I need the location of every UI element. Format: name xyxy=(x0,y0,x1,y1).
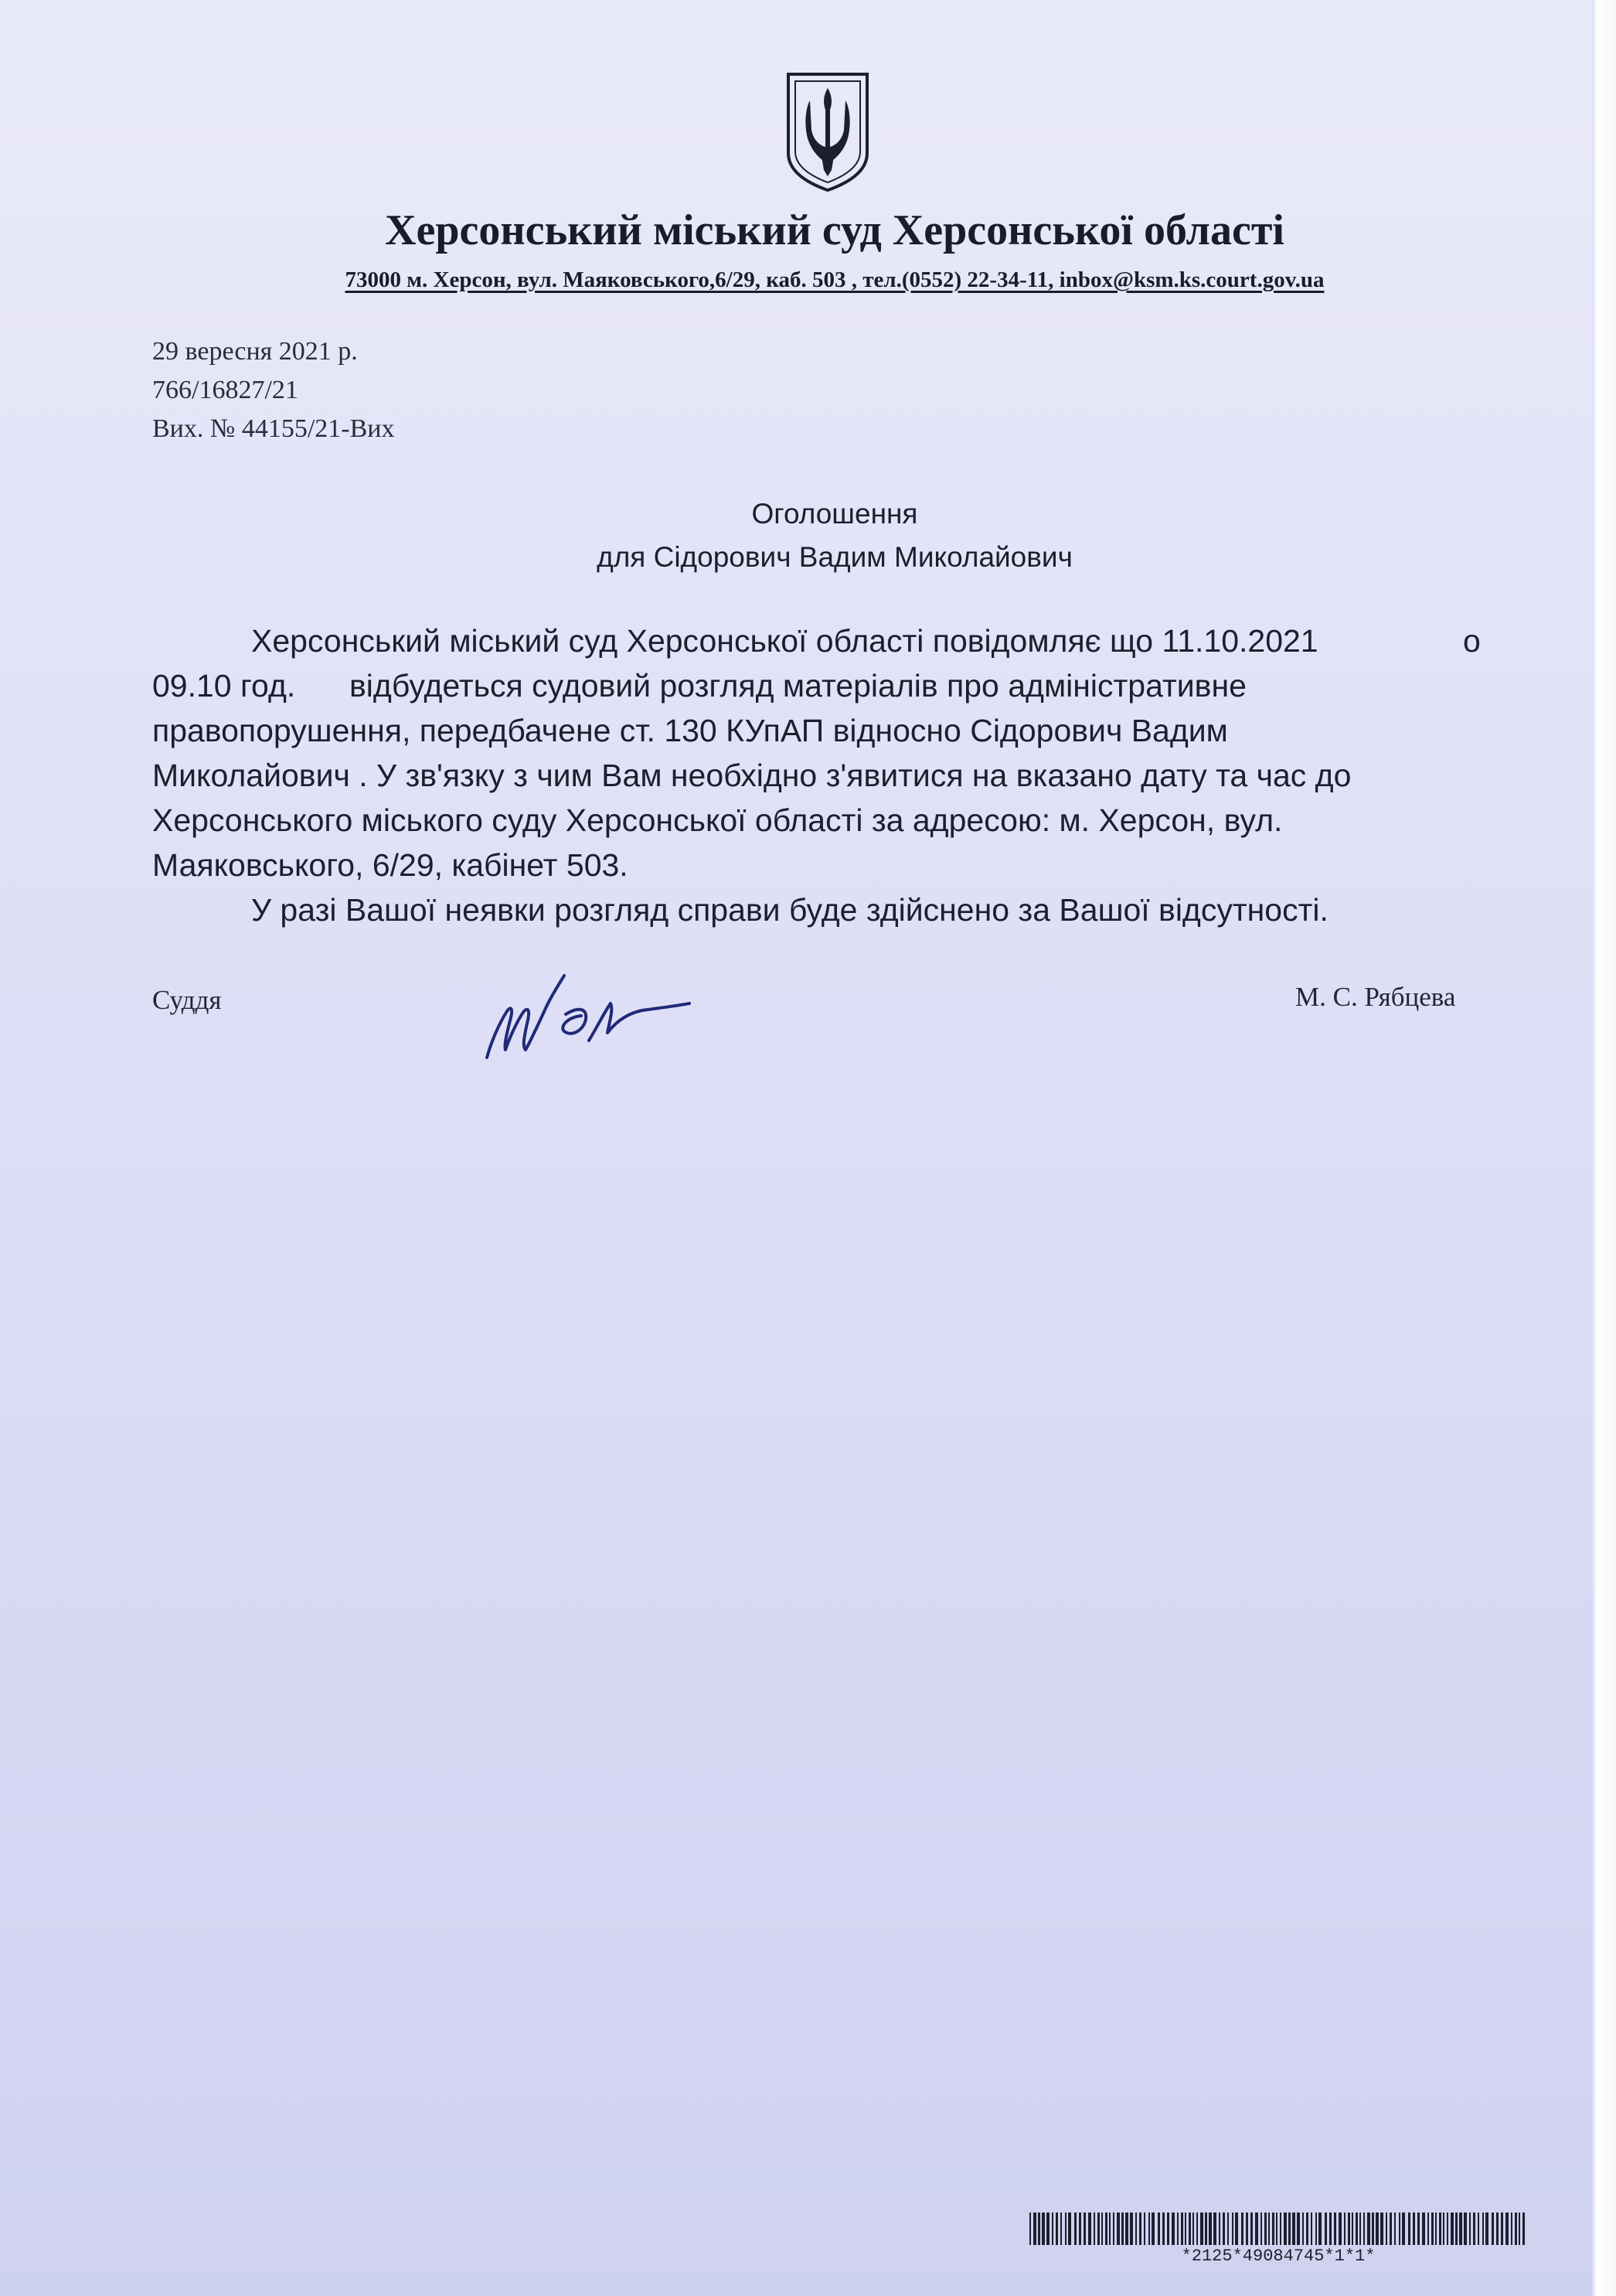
body-line: 09.10 год. xyxy=(152,668,296,703)
barcode-bar xyxy=(1219,2213,1220,2245)
barcode-bar xyxy=(1482,2213,1484,2245)
coat-of-arms-icon xyxy=(782,70,873,193)
barcode-bar xyxy=(1227,2213,1229,2245)
barcode-bar xyxy=(1139,2213,1141,2245)
barcode-bar xyxy=(1284,2213,1287,2245)
barcode-bar xyxy=(1422,2213,1425,2245)
barcode-bar xyxy=(1380,2213,1383,2245)
court-name: Херсонський міський суд Херсонської області xyxy=(385,206,1284,254)
barcode-bar xyxy=(1158,2213,1160,2245)
barcode-bar xyxy=(1402,2213,1405,2245)
barcode-bar xyxy=(1260,2213,1262,2245)
barcode-bar xyxy=(1068,2213,1071,2245)
barcode-bar xyxy=(1241,2213,1243,2245)
barcode-bar xyxy=(1125,2213,1128,2245)
barcode-bar xyxy=(1447,2213,1448,2245)
notice-title: Оголошення xyxy=(751,498,918,530)
barcode-bar xyxy=(1196,2213,1198,2245)
body-line: правопорушення, передбачене ст. 130 КУпАП відносно Сідорович Вадим xyxy=(152,713,1228,748)
barcode-bar xyxy=(1121,2213,1124,2245)
barcode-bar xyxy=(1464,2213,1467,2245)
barcode-bar xyxy=(1515,2213,1517,2245)
barcode-bar xyxy=(1363,2213,1365,2245)
outgoing-number: Вих. № 44155/21-Вих xyxy=(152,414,395,443)
handwritten-signature xyxy=(473,966,705,1067)
barcode-bar xyxy=(1079,2213,1081,2245)
barcode-bar xyxy=(1455,2213,1458,2245)
barcode xyxy=(1028,2213,1529,2245)
body-line: У разі Вашої неявки розгляд справи буде здійснено за Вашої відсутності. xyxy=(251,892,1329,928)
barcode-bar xyxy=(1435,2213,1437,2245)
barcode-bar xyxy=(1152,2213,1155,2245)
body-line: відбудеться судовий розгляд матеріалів про адміністративне xyxy=(349,668,1247,703)
barcode-bar xyxy=(1189,2213,1191,2245)
barcode-bar xyxy=(1339,2213,1342,2245)
barcode-bar xyxy=(1511,2213,1512,2245)
barcode-bar xyxy=(1097,2213,1100,2245)
judge-role-label: Суддя xyxy=(152,985,222,1015)
barcode-bar xyxy=(1478,2213,1479,2245)
body-line: Херсонського міського суду Херсонської області за адресою: м. Херсон, вул. xyxy=(152,802,1283,838)
barcode-bar xyxy=(1060,2213,1062,2245)
barcode-bar xyxy=(1084,2213,1086,2245)
barcode-bar xyxy=(1399,2213,1400,2245)
barcode-bar xyxy=(1372,2213,1374,2245)
barcode-bar xyxy=(1264,2213,1267,2245)
barcode-bar xyxy=(1094,2213,1095,2245)
barcode-bar xyxy=(1485,2213,1488,2245)
barcode-bar xyxy=(1162,2213,1165,2245)
barcode-bar xyxy=(1292,2213,1295,2245)
barcode-bar xyxy=(1200,2213,1203,2245)
barcode-bar xyxy=(1390,2213,1392,2245)
barcode-bar xyxy=(1386,2213,1387,2245)
barcode-bar xyxy=(1232,2213,1233,2245)
barcode-bar xyxy=(1181,2213,1183,2245)
barcode-bar xyxy=(1113,2213,1114,2245)
barcode-bar xyxy=(1268,2213,1270,2245)
page-edge xyxy=(1592,0,1616,2296)
barcode-bar xyxy=(1311,2213,1312,2245)
barcode-bar xyxy=(1280,2213,1281,2245)
notice-addressee: для Сідорович Вадим Миколайович xyxy=(597,541,1073,573)
barcode-bar xyxy=(1038,2213,1040,2245)
barcode-bar xyxy=(1431,2213,1434,2245)
barcode-bar xyxy=(1046,2213,1050,2245)
barcode-bar xyxy=(1065,2213,1067,2245)
barcode-bar xyxy=(1352,2213,1353,2245)
barcode-bar xyxy=(1408,2213,1410,2245)
barcode-bar xyxy=(1329,2213,1332,2245)
barcode-bar xyxy=(1318,2213,1322,2245)
judge-name: М. С. Рябцева xyxy=(1295,982,1456,1012)
barcode-bar xyxy=(1033,2213,1036,2245)
barcode-bar xyxy=(1074,2213,1077,2245)
barcode-bar xyxy=(1148,2213,1150,2245)
barcode-bar xyxy=(1135,2213,1137,2245)
barcode-bar xyxy=(1344,2213,1346,2245)
barcode-bar xyxy=(1276,2213,1277,2245)
barcode-bar xyxy=(1356,2213,1358,2245)
barcode-bar xyxy=(1306,2213,1308,2245)
barcode-bar xyxy=(1042,2213,1045,2245)
barcode-number: *2125*49084745*1*1* xyxy=(1181,2247,1376,2266)
barcode-bar xyxy=(1443,2213,1444,2245)
body-line: о xyxy=(1463,623,1481,659)
barcode-bar xyxy=(1177,2213,1179,2245)
barcode-bar xyxy=(1501,2213,1503,2245)
barcode-bar xyxy=(1056,2213,1058,2245)
barcode-bar xyxy=(1288,2213,1291,2245)
case-number: 766/16827/21 xyxy=(152,376,298,404)
barcode-bar xyxy=(1376,2213,1379,2245)
document-date: 29 вересня 2021 р. xyxy=(152,337,358,366)
barcode-bar xyxy=(1223,2213,1225,2245)
barcode-bar xyxy=(1334,2213,1336,2245)
barcode-bar xyxy=(1302,2213,1304,2245)
body-line: Миколайович . У зв'язку з чим Вам необхідно з'явитися на вказано дату та час до xyxy=(152,758,1352,793)
barcode-bar xyxy=(1117,2213,1120,2245)
barcode-bar xyxy=(1519,2213,1520,2245)
barcode-bar xyxy=(1213,2213,1216,2245)
barcode-bar xyxy=(1427,2213,1429,2245)
barcode-bar xyxy=(1255,2213,1258,2245)
barcode-bar xyxy=(1167,2213,1169,2245)
barcode-bar xyxy=(1451,2213,1454,2245)
barcode-bar xyxy=(1052,2213,1053,2245)
barcode-bar xyxy=(1367,2213,1370,2245)
barcode-bar xyxy=(1315,2213,1317,2245)
barcode-bar xyxy=(1109,2213,1111,2245)
barcode-bar xyxy=(1417,2213,1420,2245)
barcode-bar xyxy=(1459,2213,1462,2245)
body-line: Херсонський міський суд Херсонської області повідомляє що 11.10.2021 xyxy=(251,623,1318,659)
barcode-bar xyxy=(1185,2213,1186,2245)
court-address: 73000 м. Херсон, вул. Маяковського,6/29, каб. 503 , тел.(0552) 22-34-11, inbox@ksm.ks.court.gov.ua xyxy=(345,267,1325,292)
barcode-bar xyxy=(1297,2213,1300,2245)
barcode-bar xyxy=(1359,2213,1361,2245)
barcode-bar xyxy=(1101,2213,1103,2245)
barcode-bar xyxy=(1469,2213,1471,2245)
barcode-bar xyxy=(1522,2213,1525,2245)
barcode-bar xyxy=(1394,2213,1396,2245)
barcode-bar xyxy=(1172,2213,1175,2245)
barcode-bar xyxy=(1492,2213,1494,2245)
barcode-bar xyxy=(1496,2213,1499,2245)
barcode-bar xyxy=(1209,2213,1212,2245)
barcode-bar xyxy=(1325,2213,1327,2245)
barcode-bar xyxy=(1088,2213,1091,2245)
barcode-bar xyxy=(1105,2213,1107,2245)
body-line: Маяковського, 6/29, кабінет 503. xyxy=(152,847,628,883)
barcode-bar xyxy=(1272,2213,1274,2245)
barcode-bar xyxy=(1439,2213,1441,2245)
barcode-bar xyxy=(1205,2213,1207,2245)
barcode-bar xyxy=(1348,2213,1350,2245)
barcode-bar xyxy=(1029,2213,1031,2245)
barcode-bar xyxy=(1413,2213,1415,2245)
barcode-bar xyxy=(1235,2213,1238,2245)
barcode-bar xyxy=(1505,2213,1509,2245)
barcode-bar xyxy=(1192,2213,1194,2245)
barcode-bar xyxy=(1130,2213,1133,2245)
barcode-bar xyxy=(1473,2213,1475,2245)
barcode-bar xyxy=(1246,2213,1248,2245)
barcode-bar xyxy=(1250,2213,1253,2245)
barcode-bar xyxy=(1144,2213,1145,2245)
